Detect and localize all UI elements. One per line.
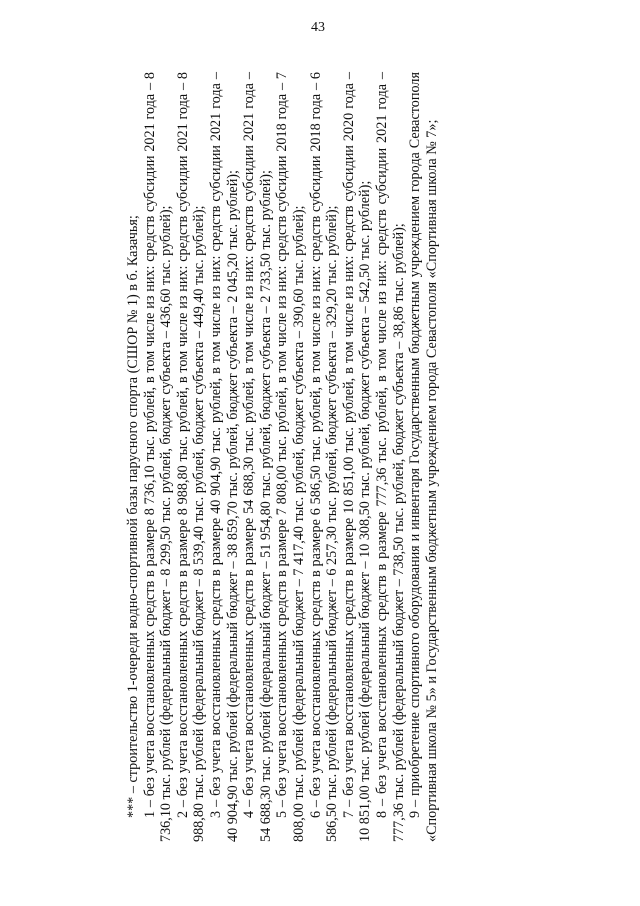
footnote-item-9: 9 – приобретение спортивного оборудования и инвентаря Государственным бюджетным учреждением города Севастополя «Спортивная школа № 5» и Государственным бюджетным учреждением города Севастополя «Спортивная школа № 7»; <box>407 72 440 842</box>
footnote-item-1: 1 – без учета восстановленных средств в размере 8 736,10 тыс. рублей, в том числе из них: средств субсидии 2021 года – 8 736,10 тыс. рублей (федеральный бюджет – 8 299,50 тыс. рублей, бюджет субъекта – 436,60 тыс. рублей); <box>141 72 175 842</box>
footnote-item-4: 4 – без учета восстановленных средств в размере 54 688,30 тыс. рублей, в том числе из них: средств субсидии 2021 года – 54 688,30 тыс. рублей (федеральный бюджет – 51 954,80 тыс. рублей, бюджет субъекта – 2 733,50 тыс. рублей); <box>241 72 274 842</box>
footnote-item-3: 3 – без учета восстановленных средств в размере 40 904,90 тыс. рублей, в том числе из них: средств субсидии 2021 года – 40 904,90 тыс. рублей (федеральный бюджет – 38 859,70 тыс. рублей, бюджет субъекта – 2 045,20 тыс. рублей); <box>207 72 241 842</box>
footnote-heading: *** – строительство 1-очереди водно-спортивной базы парусного спорта (СШОР № 1) в б. Казачья; <box>125 215 141 818</box>
footnote-item-7: 7 – без учета восстановленных средств в размере 10 851,00 тыс. рублей, в том числе из них: средств субсидии 2020 года – 10 851,00 тыс. рублей (федеральный бюджет – 10 308,50 тыс. рублей, бюджет субъекта – 542,50 тыс. рублей); <box>340 72 374 842</box>
footnote-item-6: 6 – без учета восстановленных средств в размере 6 586,50 тыс. рублей, в том числе из них: средств субсидии 2018 года – 6 586,50 тыс. рублей (федеральный бюджет – 6 257,30 тыс. рублей, бюджет субъекта – 329,20 тыс. рублей); <box>307 72 341 842</box>
rotated-text-block <box>125 72 440 842</box>
footnote-item-5: 5 – без учета восстановленных средств в размере 7 808,00 тыс. рублей, в том числе из них: средств субсидии 2018 года – 7 808,00 тыс. рублей (федеральный бюджет – 7 417,40 тыс. рублей, бюджет субъекта – 390,60 тыс. рублей); <box>274 72 307 842</box>
page-number: 43 <box>311 20 325 35</box>
footnote-item-8: 8 – без учета восстановленных средств в размере 777,36 тыс. рублей, в том числе из них: средств субсидии 2021 года – 777,36 тыс. рублей (федеральный бюджет – 738,50 тыс. рублей, бюджет субъекта – 38,86 тыс. рублей); <box>373 72 407 842</box>
footnote-item-2: 2 – без учета восстановленных средств в размере 8 988,80 тыс. рублей, в том числе из них: средств субсидии 2021 года – 8 988,80 тыс. рублей (федеральный бюджет – 8 539,40 тыс. рублей, бюджет субъекта – 449,40 тыс. рублей); <box>174 72 208 842</box>
